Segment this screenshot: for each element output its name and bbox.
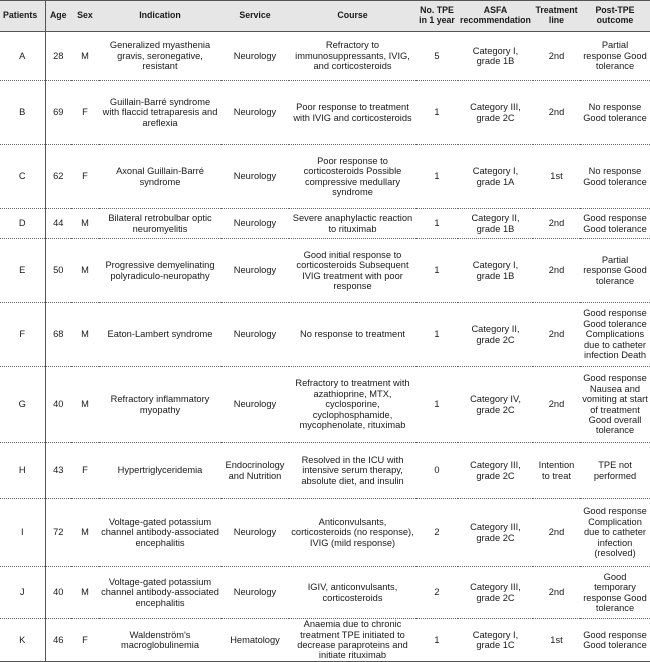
- table-row: [0, 499, 650, 567]
- cell-age: 44: [45, 209, 71, 239]
- table-row: [0, 567, 650, 619]
- cell-asfa: Category III, grade 2C: [458, 499, 533, 567]
- cell-asfa: Category II, grade 1B: [458, 209, 533, 239]
- cell-service: Neurology: [221, 367, 289, 443]
- cell-tpe-count: 1: [416, 239, 458, 303]
- cell-age: 40: [45, 367, 71, 443]
- cell-course: Anaemia due to chronic treatment TPE initiated to decrease paraproteins and initiate rituximab: [289, 619, 416, 662]
- cell-age: 28: [45, 32, 71, 81]
- table-row: [0, 32, 650, 81]
- cell-indication: Progressive demyelinating polyradiculo-neuropathy: [99, 239, 221, 303]
- cell-outcome: No response Good tolerance: [580, 145, 650, 209]
- cell-treatment-line: 1st: [533, 619, 580, 662]
- cell-sex: F: [71, 145, 99, 209]
- cell-asfa: Category I, grade 1B: [458, 32, 533, 81]
- col-header-outcome: Post-TPE outcome: [580, 1, 650, 32]
- cell-tpe-count: 5: [416, 32, 458, 81]
- cell-patient: C: [0, 145, 45, 209]
- cell-outcome: Good temporary response Good tolerance: [580, 567, 650, 619]
- cell-age: 69: [45, 81, 71, 145]
- cell-indication: Waldenström's macroglobulinemia: [99, 619, 221, 662]
- cell-sex: M: [71, 32, 99, 81]
- cell-course: Refractory to treatment with azathioprine, MTX, cyclosporine, cyclophosphamide, mycophenolate, rituximab: [289, 367, 416, 443]
- cell-sex: M: [71, 567, 99, 619]
- cell-patient: E: [0, 239, 45, 303]
- cell-course: No response to treatment: [289, 303, 416, 367]
- cell-sex: F: [71, 619, 99, 662]
- cell-asfa: Category IV, grade 2C: [458, 367, 533, 443]
- cell-course: Refractory to immunosuppressants, IVIG, and corticosteroids: [289, 32, 416, 81]
- cell-treatment-line: 2nd: [533, 303, 580, 367]
- cell-service: Neurology: [221, 81, 289, 145]
- cell-outcome: Partial response Good tolerance: [580, 239, 650, 303]
- cell-course: Resolved in the ICU with intensive serum therapy, absolute diet, and insulin: [289, 443, 416, 499]
- cell-asfa: Category II, grade 2C: [458, 303, 533, 367]
- cell-tpe-count: 1: [416, 367, 458, 443]
- cell-course: IGIV, anticonvulsants, corticosteroids: [289, 567, 416, 619]
- cell-tpe-count: 1: [416, 209, 458, 239]
- cell-indication: Refractory inflammatory myopathy: [99, 367, 221, 443]
- cell-treatment-line: 2nd: [533, 209, 580, 239]
- cell-outcome: No response Good tolerance: [580, 81, 650, 145]
- cell-indication: Voltage-gated potassium channel antibody-associated encephalitis: [99, 499, 221, 567]
- cell-sex: M: [71, 209, 99, 239]
- cell-age: 72: [45, 499, 71, 567]
- table-row: [0, 303, 650, 367]
- cell-service: Neurology: [221, 32, 289, 81]
- cell-service: Neurology: [221, 567, 289, 619]
- cell-course: Poor response to corticosteroids Possible compressive medullary syndrome: [289, 145, 416, 209]
- cell-tpe-count: 2: [416, 567, 458, 619]
- cell-asfa: Category I, grade 1C: [458, 619, 533, 662]
- cell-course: Severe anaphylactic reaction to rituximab: [289, 209, 416, 239]
- cell-treatment-line: Intention to treat: [533, 443, 580, 499]
- cell-indication: Guillain-Barré syndrome with flaccid tetraparesis and areflexia: [99, 81, 221, 145]
- cell-patient: I: [0, 499, 45, 567]
- cell-age: 46: [45, 619, 71, 662]
- cell-asfa: Category I, grade 1A: [458, 145, 533, 209]
- cell-indication: Hypertriglyceridemia: [99, 443, 221, 499]
- cell-sex: F: [71, 81, 99, 145]
- cell-patient: D: [0, 209, 45, 239]
- col-header-treatment-line: Treatment line: [533, 1, 580, 32]
- table-row: [0, 443, 650, 499]
- cell-sex: M: [71, 303, 99, 367]
- cell-tpe-count: 2: [416, 499, 458, 567]
- cell-age: 43: [45, 443, 71, 499]
- cell-age: 62: [45, 145, 71, 209]
- cell-indication: Bilateral retrobulbar optic neuromyelitis: [99, 209, 221, 239]
- cell-service: Hematology: [221, 619, 289, 662]
- col-header-service: Service: [221, 1, 289, 32]
- cell-treatment-line: 2nd: [533, 567, 580, 619]
- table-row: [0, 209, 650, 239]
- table-row: [0, 239, 650, 303]
- cell-outcome: Good response Good tolerance: [580, 209, 650, 239]
- col-header-indication: Indication: [99, 1, 221, 32]
- cell-patient: K: [0, 619, 45, 662]
- col-header-sex: Sex: [71, 1, 99, 32]
- cell-patient: H: [0, 443, 45, 499]
- cell-service: Neurology: [221, 499, 289, 567]
- table-row: [0, 145, 650, 209]
- cell-asfa: Category III, grade 2C: [458, 443, 533, 499]
- cell-sex: M: [71, 239, 99, 303]
- cell-patient: F: [0, 303, 45, 367]
- cell-tpe-count: 1: [416, 81, 458, 145]
- col-header-tpe-count: No. TPE in 1 year: [416, 1, 458, 32]
- cell-treatment-line: 2nd: [533, 32, 580, 81]
- cell-treatment-line: 2nd: [533, 81, 580, 145]
- cell-age: 50: [45, 239, 71, 303]
- cell-indication: Axonal Guillain-Barré syndrome: [99, 145, 221, 209]
- cell-outcome: TPE not performed: [580, 443, 650, 499]
- cell-outcome: Good response Good tolerance: [580, 619, 650, 662]
- cell-tpe-count: 1: [416, 619, 458, 662]
- cell-outcome: Good response Good tolerance Complications due to catheter infection Death: [580, 303, 650, 367]
- cell-sex: M: [71, 499, 99, 567]
- col-header-age: Age: [45, 1, 71, 32]
- cell-asfa: Category I, grade 1B: [458, 239, 533, 303]
- cell-treatment-line: 2nd: [533, 367, 580, 443]
- cell-sex: F: [71, 443, 99, 499]
- cell-asfa: Category III, grade 2C: [458, 567, 533, 619]
- cell-tpe-count: 0: [416, 443, 458, 499]
- cell-outcome: Partial response Good tolerance: [580, 32, 650, 81]
- table-header-row: [0, 1, 650, 32]
- cell-indication: Voltage-gated potassium channel antibody-associated encephalitis: [99, 567, 221, 619]
- cell-course: Poor response to treatment with IVIG and corticosteroids: [289, 81, 416, 145]
- cell-tpe-count: 1: [416, 145, 458, 209]
- cell-patient: B: [0, 81, 45, 145]
- cell-course: Good initial response to corticosteroids Subsequent IVIG treatment with poor response: [289, 239, 416, 303]
- cell-asfa: Category III, grade 2C: [458, 81, 533, 145]
- col-header-patients: Patients: [0, 1, 45, 32]
- cell-patient: G: [0, 367, 45, 443]
- cell-tpe-count: 1: [416, 303, 458, 367]
- cell-patient: J: [0, 567, 45, 619]
- cell-age: 40: [45, 567, 71, 619]
- cell-course: Anticonvulsants, corticosteroids (no response), IVIG (mild response): [289, 499, 416, 567]
- cell-age: 68: [45, 303, 71, 367]
- cell-indication: Generalized myasthenia gravis, seronegative, resistant: [99, 32, 221, 81]
- col-header-asfa: ASFA recommendation: [458, 1, 533, 32]
- table-row: [0, 367, 650, 443]
- cell-treatment-line: 2nd: [533, 239, 580, 303]
- cell-service: Neurology: [221, 145, 289, 209]
- cell-service: Neurology: [221, 303, 289, 367]
- col-header-course: Course: [289, 1, 416, 32]
- cell-outcome: Good response Nausea and vomiting at start of treatment Good overall tolerance: [580, 367, 650, 443]
- cell-service: Neurology: [221, 239, 289, 303]
- cell-patient: A: [0, 32, 45, 81]
- cell-treatment-line: 1st: [533, 145, 580, 209]
- cell-outcome: Good response Complication due to catheter infection (resolved): [580, 499, 650, 567]
- cell-sex: M: [71, 367, 99, 443]
- table-row: [0, 619, 650, 662]
- cell-indication: Eaton-Lambert syndrome: [99, 303, 221, 367]
- cell-service: Endocrinology and Nutrition: [221, 443, 289, 499]
- cell-treatment-line: 2nd: [533, 499, 580, 567]
- cell-service: Neurology: [221, 209, 289, 239]
- table-row: [0, 81, 650, 145]
